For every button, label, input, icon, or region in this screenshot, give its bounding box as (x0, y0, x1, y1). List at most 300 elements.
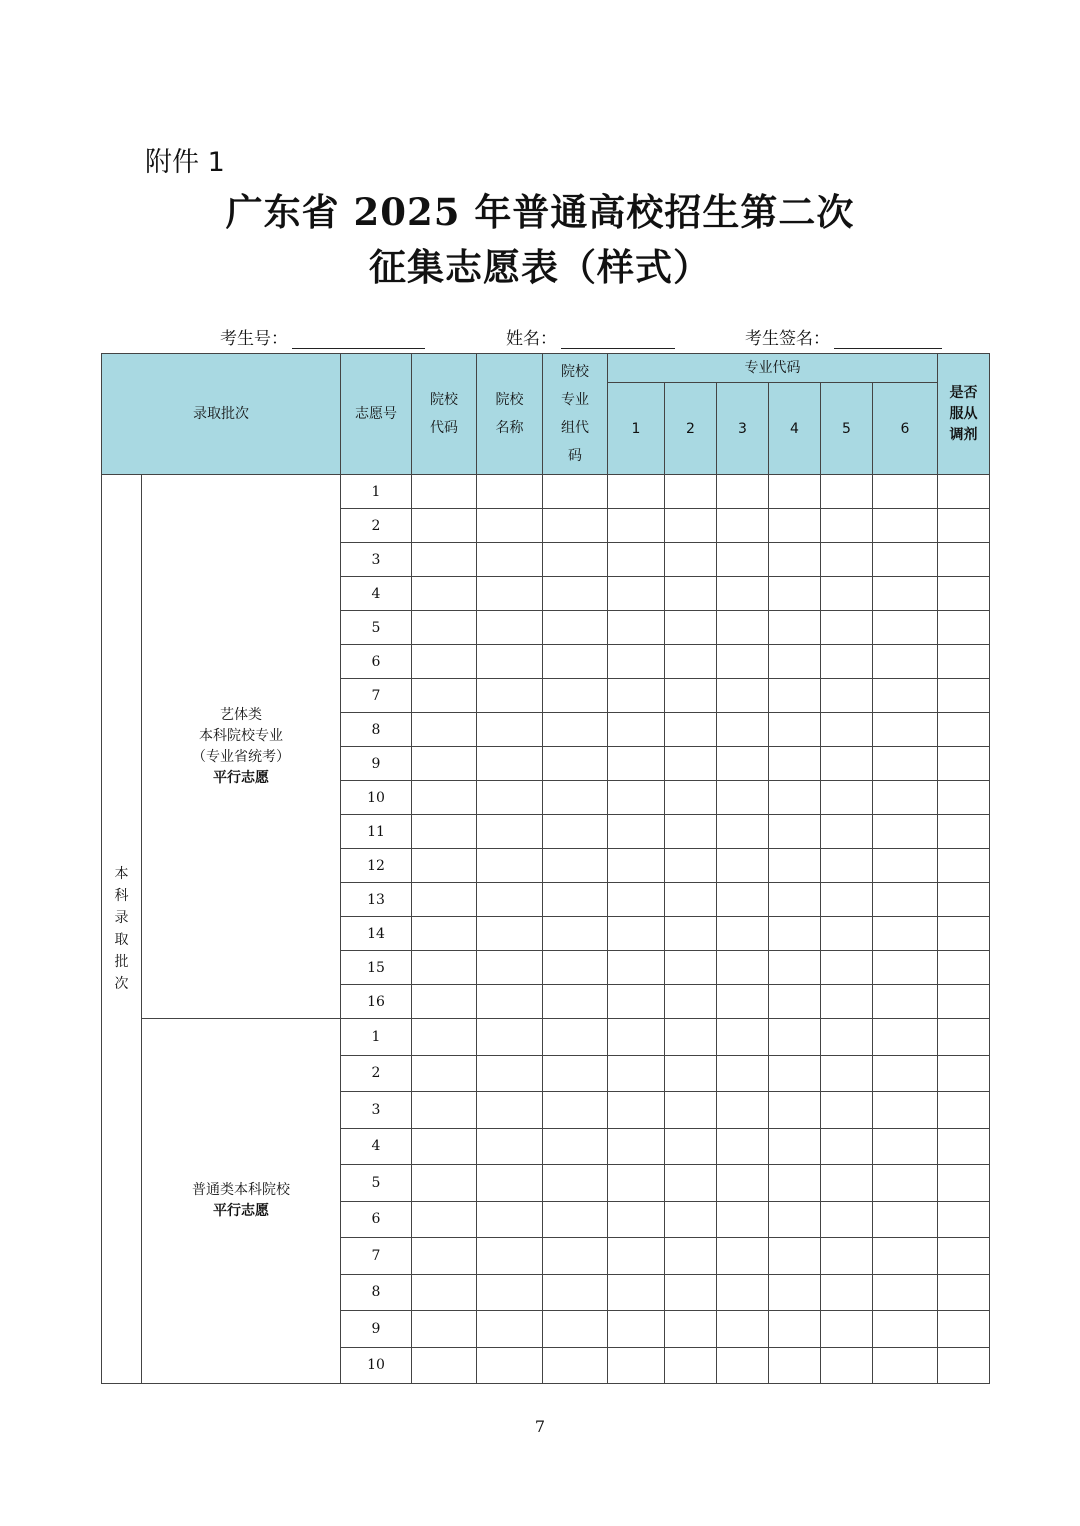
entry-cell[interactable] (477, 747, 543, 781)
entry-cell[interactable] (717, 475, 769, 509)
entry-cell[interactable] (543, 1019, 608, 1056)
entry-cell[interactable] (769, 1347, 821, 1384)
entry-cell[interactable] (938, 475, 990, 509)
entry-cell[interactable] (821, 475, 873, 509)
entry-cell[interactable] (543, 747, 608, 781)
entry-cell[interactable] (665, 815, 717, 849)
entry-cell[interactable] (717, 509, 769, 543)
entry-cell[interactable] (821, 985, 873, 1019)
entry-cell[interactable] (717, 1092, 769, 1129)
entry-cell[interactable] (769, 781, 821, 815)
entry-cell[interactable] (477, 1019, 543, 1056)
entry-cell[interactable] (608, 747, 665, 781)
entry-cell[interactable] (477, 917, 543, 951)
entry-cell[interactable] (938, 747, 990, 781)
entry-cell[interactable] (543, 543, 608, 577)
entry-cell[interactable] (938, 815, 990, 849)
entry-cell[interactable] (769, 543, 821, 577)
entry-cell[interactable] (821, 1347, 873, 1384)
entry-cell[interactable] (821, 917, 873, 951)
entry-cell[interactable] (543, 679, 608, 713)
entry-cell[interactable] (665, 1019, 717, 1056)
name-blank[interactable] (561, 330, 675, 349)
entry-cell[interactable] (543, 713, 608, 747)
entry-cell[interactable] (608, 679, 665, 713)
entry-cell[interactable] (769, 679, 821, 713)
entry-cell[interactable] (412, 815, 477, 849)
entry-cell[interactable] (608, 509, 665, 543)
entry-cell[interactable] (412, 577, 477, 611)
entry-cell[interactable] (938, 713, 990, 747)
entry-cell[interactable] (873, 951, 938, 985)
entry-cell[interactable] (938, 781, 990, 815)
form-title-line1: 广东省 2025 年普通高校招生第二次 (225, 190, 855, 234)
entry-cell[interactable] (769, 475, 821, 509)
entry-cell[interactable] (717, 883, 769, 917)
choice-number: 8 (341, 1274, 412, 1311)
entry-cell[interactable] (608, 543, 665, 577)
entry-cell[interactable] (665, 985, 717, 1019)
entry-cell[interactable] (938, 1311, 990, 1348)
entry-cell[interactable] (665, 1128, 717, 1165)
entry-cell[interactable] (821, 679, 873, 713)
entry-cell[interactable] (412, 1347, 477, 1384)
entry-cell[interactable] (543, 611, 608, 645)
choice-number: 8 (341, 713, 412, 747)
entry-cell[interactable] (769, 1274, 821, 1311)
entry-cell[interactable] (477, 781, 543, 815)
entry-cell[interactable] (873, 917, 938, 951)
entry-cell[interactable] (769, 1311, 821, 1348)
choice-number: 10 (341, 1347, 412, 1384)
entry-cell[interactable] (873, 849, 938, 883)
choice-number: 2 (341, 1055, 412, 1092)
entry-cell[interactable] (873, 509, 938, 543)
major-col-6: 6 (873, 383, 938, 475)
entry-cell[interactable] (938, 1274, 990, 1311)
entry-cell[interactable] (821, 1055, 873, 1092)
name-field[interactable] (506, 324, 675, 349)
entry-cell[interactable] (821, 815, 873, 849)
entry-cell[interactable] (873, 815, 938, 849)
entry-cell[interactable] (873, 679, 938, 713)
signature-blank[interactable] (834, 330, 942, 349)
entry-cell[interactable] (477, 1128, 543, 1165)
entry-cell[interactable] (769, 883, 821, 917)
entry-cell[interactable] (769, 1019, 821, 1056)
entry-cell[interactable] (717, 917, 769, 951)
entry-cell[interactable] (477, 1238, 543, 1275)
entry-cell[interactable] (873, 1311, 938, 1348)
entry-cell[interactable] (769, 951, 821, 985)
entry-cell[interactable] (608, 1092, 665, 1129)
entry-cell[interactable] (543, 577, 608, 611)
entry-cell[interactable] (608, 781, 665, 815)
entry-cell[interactable] (769, 645, 821, 679)
entry-cell[interactable] (477, 883, 543, 917)
entry-cell[interactable] (477, 509, 543, 543)
entry-cell[interactable] (412, 849, 477, 883)
entry-cell[interactable] (665, 645, 717, 679)
entry-cell[interactable] (717, 645, 769, 679)
entry-cell[interactable] (717, 713, 769, 747)
entry-cell[interactable] (477, 475, 543, 509)
entry-cell[interactable] (938, 849, 990, 883)
entry-cell[interactable] (543, 1238, 608, 1275)
entry-cell[interactable] (412, 713, 477, 747)
choice-number: 1 (341, 1019, 412, 1056)
entry-cell[interactable] (665, 1311, 717, 1348)
entry-cell[interactable] (608, 951, 665, 985)
entry-cell[interactable] (717, 1238, 769, 1275)
entry-cell[interactable] (717, 1201, 769, 1238)
entry-cell[interactable] (717, 1019, 769, 1056)
entry-cell[interactable] (873, 645, 938, 679)
entry-cell[interactable] (717, 1128, 769, 1165)
entry-cell[interactable] (873, 475, 938, 509)
category-line: 普通类本科院校 (192, 1182, 290, 1198)
entry-cell[interactable] (543, 1311, 608, 1348)
entry-cell[interactable] (665, 543, 717, 577)
entry-cell[interactable] (477, 1311, 543, 1348)
entry-cell[interactable] (717, 815, 769, 849)
entry-cell[interactable] (608, 1311, 665, 1348)
entry-cell[interactable] (938, 883, 990, 917)
entry-cell[interactable] (938, 985, 990, 1019)
entry-cell[interactable] (769, 1092, 821, 1129)
entry-cell[interactable] (543, 985, 608, 1019)
entry-cell[interactable] (543, 883, 608, 917)
entry-cell[interactable] (412, 1092, 477, 1129)
entry-cell[interactable] (938, 1201, 990, 1238)
entry-cell[interactable] (873, 1347, 938, 1384)
entry-cell[interactable] (717, 1347, 769, 1384)
entry-cell[interactable] (665, 849, 717, 883)
entry-cell[interactable] (873, 577, 938, 611)
group-code-header: 院校 专业 组代 码 (543, 354, 608, 475)
entry-cell[interactable] (477, 645, 543, 679)
entry-cell[interactable] (821, 883, 873, 917)
entry-cell[interactable] (821, 1019, 873, 1056)
entry-cell[interactable] (543, 1274, 608, 1311)
batch-label-char: 取 (114, 932, 129, 948)
major-col-3: 3 (717, 383, 769, 475)
entry-cell[interactable] (821, 781, 873, 815)
entry-cell[interactable] (821, 1274, 873, 1311)
entry-cell[interactable] (665, 1055, 717, 1092)
entry-cell[interactable] (938, 1165, 990, 1202)
entry-cell[interactable] (769, 849, 821, 883)
entry-cell[interactable] (873, 883, 938, 917)
entry-cell[interactable] (543, 1201, 608, 1238)
entry-cell[interactable] (769, 815, 821, 849)
entry-cell[interactable] (412, 1311, 477, 1348)
applicant-info-row (0, 324, 1080, 350)
entry-cell[interactable] (477, 1274, 543, 1311)
entry-cell[interactable] (769, 1238, 821, 1275)
entry-cell[interactable] (477, 951, 543, 985)
entry-cell[interactable] (769, 1165, 821, 1202)
entry-cell[interactable] (477, 713, 543, 747)
entry-cell[interactable] (821, 713, 873, 747)
entry-cell[interactable] (717, 611, 769, 645)
entry-cell[interactable] (873, 985, 938, 1019)
entry-cell[interactable] (412, 679, 477, 713)
entry-cell[interactable] (873, 1092, 938, 1129)
entry-cell[interactable] (873, 1128, 938, 1165)
category-line: 本科院校专业 (199, 727, 283, 744)
school-code-header: 院校 代码 (412, 354, 477, 475)
entry-cell[interactable] (412, 917, 477, 951)
table-row (102, 1019, 990, 1056)
entry-cell[interactable] (769, 1201, 821, 1238)
entry-cell[interactable] (665, 1238, 717, 1275)
entry-cell[interactable] (412, 543, 477, 577)
entry-cell[interactable] (412, 475, 477, 509)
entry-cell[interactable] (543, 849, 608, 883)
entry-cell[interactable] (543, 1128, 608, 1165)
entry-cell[interactable] (412, 951, 477, 985)
entry-cell[interactable] (477, 1055, 543, 1092)
entry-cell[interactable] (477, 1347, 543, 1384)
category-line-bold: 平行志愿 (213, 1203, 269, 1219)
entry-cell[interactable] (543, 645, 608, 679)
entry-cell[interactable] (412, 883, 477, 917)
entry-cell[interactable] (608, 645, 665, 679)
entry-cell[interactable] (873, 713, 938, 747)
choice-number: 5 (341, 611, 412, 645)
entry-cell[interactable] (608, 1201, 665, 1238)
entry-cell[interactable] (665, 679, 717, 713)
choice-number: 7 (341, 1238, 412, 1275)
entry-cell[interactable] (477, 543, 543, 577)
entry-cell[interactable] (938, 951, 990, 985)
entry-cell[interactable] (769, 713, 821, 747)
entry-cell[interactable] (873, 781, 938, 815)
entry-cell[interactable] (477, 849, 543, 883)
entry-cell[interactable] (938, 577, 990, 611)
choice-number: 11 (341, 815, 412, 849)
entry-cell[interactable] (938, 1347, 990, 1384)
entry-cell[interactable] (608, 577, 665, 611)
entry-cell[interactable] (938, 1238, 990, 1275)
entry-cell[interactable] (665, 951, 717, 985)
entry-cell[interactable] (543, 781, 608, 815)
entry-cell[interactable] (412, 611, 477, 645)
entry-cell[interactable] (717, 1165, 769, 1202)
form-title-line2: 征集志愿表（样式） (369, 245, 711, 289)
entry-cell[interactable] (873, 1055, 938, 1092)
entry-cell[interactable] (769, 1128, 821, 1165)
choice-number: 14 (341, 917, 412, 951)
entry-cell[interactable] (665, 1274, 717, 1311)
entry-cell[interactable] (477, 985, 543, 1019)
school-name-header: 院校 名称 (477, 354, 543, 475)
entry-cell[interactable] (821, 1128, 873, 1165)
exam-number-field[interactable] (220, 324, 425, 349)
entry-cell[interactable] (769, 1055, 821, 1092)
entry-cell[interactable] (938, 611, 990, 645)
entry-cell[interactable] (717, 849, 769, 883)
entry-cell[interactable] (543, 509, 608, 543)
entry-cell[interactable] (769, 577, 821, 611)
entry-cell[interactable] (477, 1092, 543, 1129)
choice-number: 4 (341, 1128, 412, 1165)
entry-cell[interactable] (717, 781, 769, 815)
entry-cell[interactable] (412, 1019, 477, 1056)
entry-cell[interactable] (821, 611, 873, 645)
entry-cell[interactable] (717, 747, 769, 781)
category-line: （专业省统考） (192, 748, 290, 765)
entry-cell[interactable] (477, 679, 543, 713)
entry-cell[interactable] (717, 543, 769, 577)
major-col-1: 1 (608, 383, 665, 475)
entry-cell[interactable] (412, 509, 477, 543)
entry-cell[interactable] (938, 1128, 990, 1165)
choice-number: 13 (341, 883, 412, 917)
entry-cell[interactable] (873, 1165, 938, 1202)
entry-cell[interactable] (543, 1347, 608, 1384)
entry-cell[interactable] (769, 747, 821, 781)
entry-cell[interactable] (873, 747, 938, 781)
entry-cell[interactable] (938, 645, 990, 679)
choice-number: 10 (341, 781, 412, 815)
entry-cell[interactable] (665, 781, 717, 815)
entry-cell[interactable] (608, 1019, 665, 1056)
entry-cell[interactable] (665, 917, 717, 951)
entry-cell[interactable] (769, 509, 821, 543)
entry-cell[interactable] (665, 1092, 717, 1129)
entry-cell[interactable] (821, 951, 873, 985)
entry-cell[interactable] (717, 1311, 769, 1348)
entry-cell[interactable] (477, 1165, 543, 1202)
entry-cell[interactable] (412, 747, 477, 781)
entry-cell[interactable] (543, 815, 608, 849)
adjust-header: 是否 服从 调剂 (938, 354, 990, 475)
entry-cell[interactable] (477, 815, 543, 849)
exam-number-blank[interactable] (292, 330, 425, 349)
entry-cell[interactable] (821, 1238, 873, 1275)
entry-cell[interactable] (821, 1165, 873, 1202)
entry-cell[interactable] (938, 509, 990, 543)
entry-cell[interactable] (608, 883, 665, 917)
entry-cell[interactable] (938, 1092, 990, 1129)
entry-cell[interactable] (608, 917, 665, 951)
choice-number-header: 志愿号 (341, 354, 412, 475)
entry-cell[interactable] (543, 917, 608, 951)
entry-cell[interactable] (769, 917, 821, 951)
batch-label-char: 次 (114, 976, 129, 992)
entry-cell[interactable] (608, 815, 665, 849)
choice-number: 9 (341, 747, 412, 781)
entry-cell[interactable] (665, 577, 717, 611)
entry-cell[interactable] (412, 781, 477, 815)
entry-cell[interactable] (873, 543, 938, 577)
entry-cell[interactable] (665, 883, 717, 917)
entry-cell[interactable] (665, 1165, 717, 1202)
entry-cell[interactable] (938, 679, 990, 713)
entry-cell[interactable] (477, 611, 543, 645)
entry-cell[interactable] (821, 1311, 873, 1348)
entry-cell[interactable] (477, 577, 543, 611)
entry-cell[interactable] (543, 475, 608, 509)
entry-cell[interactable] (938, 543, 990, 577)
table-row (102, 475, 990, 509)
entry-cell[interactable] (821, 543, 873, 577)
entry-cell[interactable] (543, 1055, 608, 1092)
entry-cell[interactable] (543, 1165, 608, 1202)
entry-cell[interactable] (873, 611, 938, 645)
entry-cell[interactable] (412, 985, 477, 1019)
entry-cell[interactable] (608, 1274, 665, 1311)
entry-cell[interactable] (665, 509, 717, 543)
entry-cell[interactable] (938, 1019, 990, 1056)
entry-cell[interactable] (717, 985, 769, 1019)
entry-cell[interactable] (821, 1092, 873, 1129)
entry-cell[interactable] (412, 1055, 477, 1092)
entry-cell[interactable] (412, 645, 477, 679)
entry-cell[interactable] (608, 1055, 665, 1092)
entry-cell[interactable] (665, 747, 717, 781)
entry-cell[interactable] (821, 645, 873, 679)
entry-cell[interactable] (608, 713, 665, 747)
entry-cell[interactable] (717, 951, 769, 985)
application-form-table (101, 353, 990, 1384)
entry-cell[interactable] (608, 849, 665, 883)
signature-field[interactable] (745, 324, 942, 349)
entry-cell[interactable] (821, 747, 873, 781)
entry-cell[interactable] (873, 1201, 938, 1238)
entry-cell[interactable] (412, 1274, 477, 1311)
entry-cell[interactable] (608, 475, 665, 509)
entry-cell[interactable] (938, 1055, 990, 1092)
entry-cell[interactable] (608, 1347, 665, 1384)
entry-cell[interactable] (665, 611, 717, 645)
entry-cell[interactable] (665, 475, 717, 509)
entry-cell[interactable] (412, 1238, 477, 1275)
entry-cell[interactable] (543, 951, 608, 985)
entry-cell[interactable] (769, 985, 821, 1019)
entry-cell[interactable] (608, 1165, 665, 1202)
entry-cell[interactable] (873, 1238, 938, 1275)
entry-cell[interactable] (717, 1274, 769, 1311)
entry-cell[interactable] (608, 611, 665, 645)
entry-cell[interactable] (717, 1055, 769, 1092)
entry-cell[interactable] (608, 985, 665, 1019)
entry-cell[interactable] (717, 577, 769, 611)
entry-cell[interactable] (821, 509, 873, 543)
entry-cell[interactable] (412, 1128, 477, 1165)
entry-cell[interactable] (412, 1165, 477, 1202)
entry-cell[interactable] (543, 1092, 608, 1129)
entry-cell[interactable] (477, 1201, 543, 1238)
choice-number: 5 (341, 1165, 412, 1202)
entry-cell[interactable] (665, 713, 717, 747)
entry-cell[interactable] (608, 1238, 665, 1275)
entry-cell[interactable] (769, 611, 821, 645)
entry-cell[interactable] (665, 1201, 717, 1238)
entry-cell[interactable] (821, 577, 873, 611)
entry-cell[interactable] (821, 1201, 873, 1238)
entry-cell[interactable] (608, 1128, 665, 1165)
entry-cell[interactable] (717, 679, 769, 713)
entry-cell[interactable] (938, 917, 990, 951)
entry-cell[interactable] (873, 1019, 938, 1056)
entry-cell[interactable] (821, 849, 873, 883)
entry-cell[interactable] (665, 1347, 717, 1384)
entry-cell[interactable] (412, 1201, 477, 1238)
entry-cell[interactable] (873, 1274, 938, 1311)
